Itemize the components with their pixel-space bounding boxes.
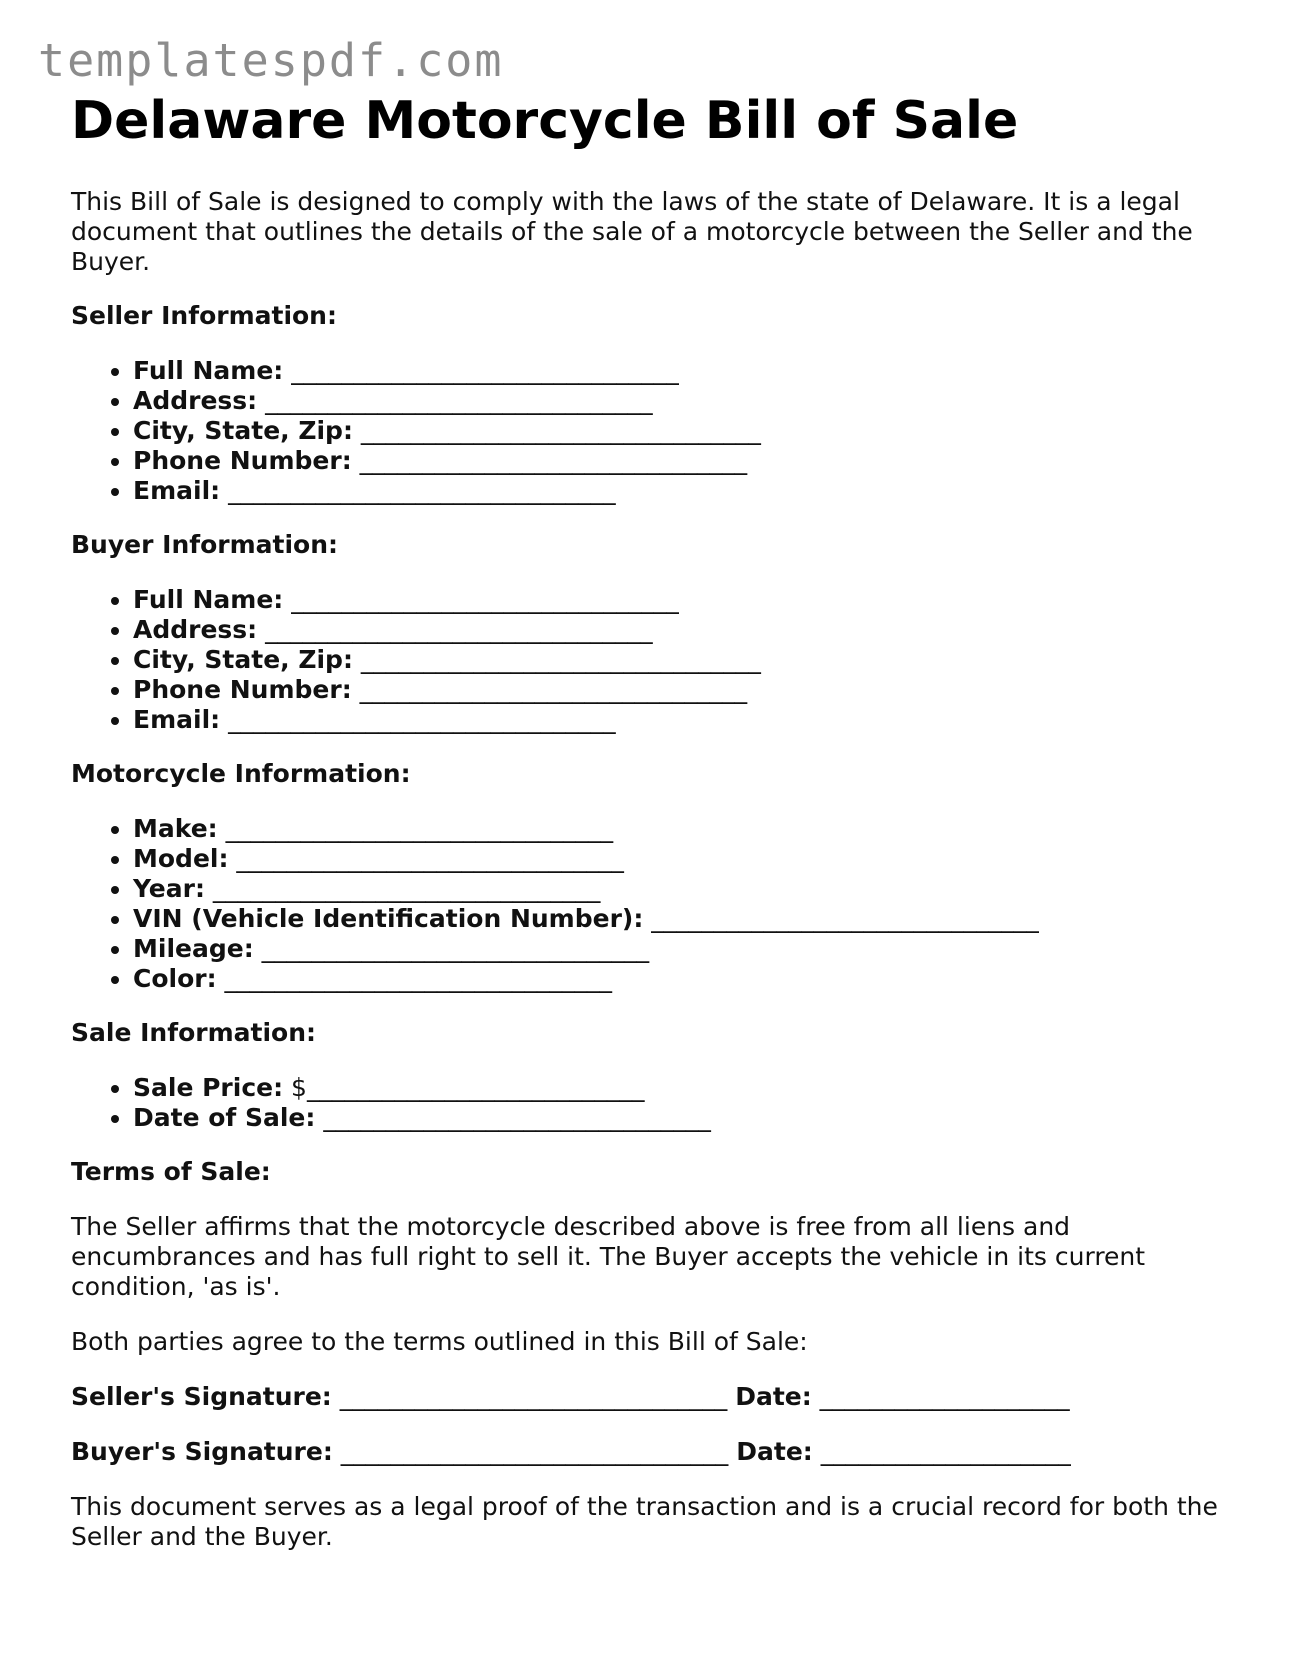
blank-line[interactable]: _______________________________ (283, 355, 679, 385)
field-label: Address: (133, 385, 258, 415)
sale-price-field (133, 1073, 1221, 1103)
buyer-phone-field (133, 675, 1221, 705)
closing-paragraph: This document serves as a legal proof of the transaction and is a crucial record for both the Seller and the Buyer. (71, 1491, 1218, 1551)
blank-line[interactable]: _______________________________ (351, 445, 748, 475)
sale-date-field (133, 1103, 1221, 1133)
page-title: Delaware Motorcycle Bill of Sale (71, 91, 1019, 151)
blank-line[interactable]: _______________________________ (257, 614, 653, 644)
field-label: Email: (133, 475, 221, 505)
motorcycle-fields-list (71, 814, 1221, 994)
seller-signature-blank[interactable]: _______________________________ (331, 1381, 736, 1411)
seller-signature-label: Seller's Signature: (71, 1381, 332, 1411)
field-label: Phone Number: (133, 674, 352, 704)
blank-line[interactable]: ________________________________ (352, 644, 761, 674)
seller-signature-line (71, 1382, 1221, 1412)
field-label: Full Name: (133, 584, 284, 614)
seller-fields-list (71, 356, 1221, 506)
field-label: Full Name: (133, 355, 284, 385)
field-label: Phone Number: (133, 445, 352, 475)
motorcycle-make-field (133, 814, 1221, 844)
terms-heading: Terms of Sale: (71, 1156, 271, 1186)
seller-date-label: Date: (735, 1381, 812, 1411)
buyer-date-label: Date: (736, 1436, 813, 1466)
blank-line[interactable]: ________________________________ (352, 415, 761, 445)
seller-address-field (133, 386, 1221, 416)
seller-full-name-field (133, 356, 1221, 386)
field-label: Mileage: (133, 933, 254, 963)
seller-date-blank[interactable]: ____________________ (811, 1381, 1070, 1411)
field-label: Email: (133, 704, 221, 734)
seller-email-field (133, 476, 1221, 506)
blank-line[interactable]: _______________________________ (204, 873, 601, 903)
blank-line[interactable]: _______________________________ (216, 963, 613, 993)
document-body (71, 92, 1221, 1552)
field-label: VIN (Vehicle Identification Number): (133, 903, 644, 933)
buyer-signature-blank[interactable]: _______________________________ (332, 1436, 737, 1466)
blank-line[interactable]: _______________________________ (217, 813, 614, 843)
blank-line[interactable]: $___________________________ (283, 1072, 645, 1102)
buyer-city-state-zip-field (133, 645, 1221, 675)
buyer-email-field (133, 705, 1221, 735)
blank-line[interactable]: _______________________________ (315, 1102, 711, 1132)
field-label: Date of Sale: (133, 1102, 316, 1132)
blank-line[interactable]: _______________________________ (351, 674, 748, 704)
motorcycle-heading: Motorcycle Information: (71, 758, 411, 788)
blank-line[interactable]: _______________________________ (220, 704, 616, 734)
buyer-full-name-field (133, 585, 1221, 615)
blank-line[interactable]: _______________________________ (643, 903, 1039, 933)
seller-city-state-zip-field (133, 416, 1221, 446)
motorcycle-mileage-field (133, 934, 1221, 964)
motorcycle-year-field (133, 874, 1221, 904)
blank-line[interactable]: _______________________________ (228, 843, 624, 873)
seller-phone-field (133, 446, 1221, 476)
seller-heading: Seller Information: (71, 300, 337, 330)
blank-line[interactable]: _______________________________ (253, 933, 650, 963)
field-label: Address: (133, 614, 258, 644)
field-label: City, State, Zip: (133, 415, 353, 445)
blank-line[interactable]: _______________________________ (283, 584, 679, 614)
field-label: Sale Price: (133, 1072, 284, 1102)
buyer-date-blank[interactable]: ____________________ (812, 1436, 1071, 1466)
agreement-paragraph: Both parties agree to the terms outlined in this Bill of Sale: (71, 1326, 808, 1356)
buyer-heading: Buyer Information: (71, 529, 339, 559)
field-label: City, State, Zip: (133, 644, 353, 674)
field-label: Color: (133, 963, 217, 993)
buyer-address-field (133, 615, 1221, 645)
blank-line[interactable]: _______________________________ (257, 385, 653, 415)
blank-line[interactable]: _______________________________ (220, 475, 616, 505)
buyer-fields-list (71, 585, 1221, 735)
field-label: Make: (133, 813, 218, 843)
motorcycle-color-field (133, 964, 1221, 994)
field-label: Year: (133, 873, 205, 903)
sale-heading: Sale Information: (71, 1017, 316, 1047)
terms-paragraph: The Seller affirms that the motorcycle described above is free from all liens and encumbrances and has full right to sell it. The Buyer accepts the vehicle in its current condition, 'as is'. (71, 1211, 1146, 1301)
motorcycle-model-field (133, 844, 1221, 874)
buyer-signature-label: Buyer's Signature: (71, 1436, 333, 1466)
motorcycle-vin-field (133, 904, 1221, 934)
buyer-signature-line (71, 1437, 1221, 1467)
watermark: templatespdf.com (38, 34, 504, 87)
intro-paragraph: This Bill of Sale is designed to comply with the laws of the state of Delaware. It is a legal document that outlines the details of the sale of a motorcycle between the Seller and the Buyer. (71, 186, 1193, 276)
sale-fields-list (71, 1073, 1221, 1133)
field-label: Model: (133, 843, 229, 873)
